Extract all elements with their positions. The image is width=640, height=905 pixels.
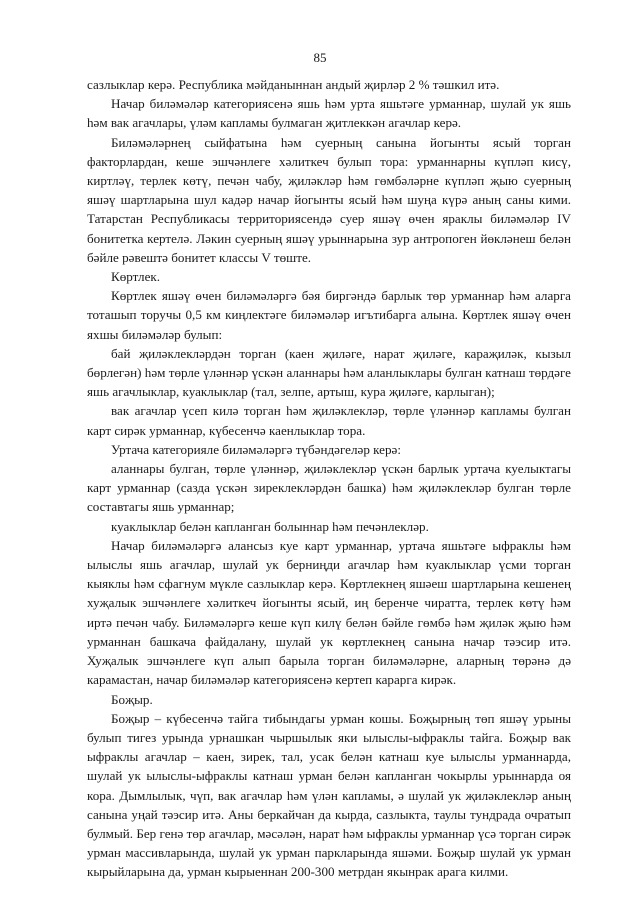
paragraph: Боҗыр – күбесенчә тайга тибындагы урман кошы. Боҗырның төп яшәү урыны булып тигез урында урнашкан чыршылык яки ылыслы-ыфраклы тайга. Боҗыр вак ыфраклы агачлар – каен, зирек, тал, усак белән катнаш куе ылыслы урманнарда, шулай ук ылыслы-ыфраклы катнаш урман белән капланган чокырлы урыннарда оя кора. Дымлылык, чүп, вак агачлар һәм үлән капламы, ә шулай ук җиләклекләр аның санына уңай тәэсир итә. Аны беркайчан да кырда, сазлыкта, таулы тундрада очратып булмый. Бер генә төр агачлар, мәсәлән, нарат һәм ыфраклы урманнар үсә торган сирәк урман массивларында, шулай ук урман паркларында яшәми. Боҗыр шулай ук урман кырыйларына да, урман кырыеннан 200-300 метрдан якынрак арага килми.	[87, 710, 571, 880]
paragraph: Уртача категорияле биләмәләргә түбәндәгеләр керә:	[111, 441, 401, 457]
paragraph: Көртлек яшәү өчен биләмәләргә бәя биргәндә барлык төр урманнар һәм аларга тоташып торучы 0,5 км киңлектәге биләмәләр игътибарга алына. Көртлек яшәү өчен яхшы биләмәләр булып:	[87, 288, 571, 342]
paragraph: Начар биләмәләргә алансыз куе карт урманнар, уртача яшьтәге ыфраклы һәм ылыслы яшь агачлар, шулай ук берниңди агачлар һәм куаклыклар үсми торган кыяклы һәм сфагнум мүкле сазлыклар керә. Көртлекнең яшәеш шартларына кешенең хуҗалык эшчәнлеге хәлиткеч йогынты ясый, иң беренче чиратта, терлек көтү һәм иртә печән чабу. Биләмәләргә кеше күп килү белән бәйле гөмбә һәм җиләк җыю һәм урманнан башкача файдалану, шулай ук көртлекнең санына начар тәэсир итә. Хуҗалык эшчәнлеге күп алып барыла торган биләмәләрне, аларның төрәнә дә карамастан, начар биләмәләр категориясенә кертеп карарга кирәк.	[87, 537, 571, 688]
paragraph: Көртлек.	[111, 269, 161, 285]
paragraph: вак агачлар үсеп килә торган һәм җиләклекләр, төрле үләннәр капламы булган карт сирәк урманнар, күбесенчә каенлыклар тора.	[87, 403, 571, 438]
paragraph: бай җиләклекләрдән торган (каен җиләге, нарат җиләге, караҗиләк, кызыл бөрлегән) һәм төрле үләннәр үскән аланнары һәм аланлыклары булган катнаш төрдәге яшь агачлыклар, куаклыклар (тал, зелпе, артыш, кура җиләге, карлыган);	[87, 345, 571, 400]
paragraph: Начар биләмәләр категориясенә яшь һәм урта яшьтәге урманнар, шулай ук яшь һәм вак агачлары, үләм капламы булмаган җитлеккән агачлар керә.	[87, 96, 571, 131]
page-number: 85	[313, 50, 327, 65]
paragraph: куаклыклар белән капланган болыннар һәм печәнлекләр.	[111, 518, 429, 534]
body-text	[87, 75, 571, 882]
paragraph: Биләмәләрнең сыйфатына һәм суерның санына йогынты ясый торган факторлардан, кеше эшчәнлеге хәлиткеч булып тора: урманнарны күпләп кисү, киртләү, терлек көтү, печән чабу, җиләкләр һәм гөмбәләрне күпләп җыю суерның яшәү шартларына шул кадәр начар йогынты ясый һәм шуңа күрә аның саны кими. Татарстан Республикасы территориясендә суер яшәү өчен яраклы биләмәләр IV бонитетка кертелә. Ләкин суерның яшәү урыннарына зур антропоген йөкләнеш белән бәйле рәвештә бонитет классы V төште.	[87, 134, 571, 265]
paragraph: аланнары булган, төрле үләннәр, җиләклекләр үскән барлык уртача куелыктагы карт урманнар (сазда үскән зиреклекләрдән башка) һәм җиләклекләр булган төрле составтагы яшь урманнар;	[87, 461, 571, 515]
paragraph: сазлыклар керә. Республика мәйданыннан андый җирләр 2 % тәшкил итә.	[87, 77, 500, 92]
paragraph: Боҗыр.	[111, 691, 153, 707]
